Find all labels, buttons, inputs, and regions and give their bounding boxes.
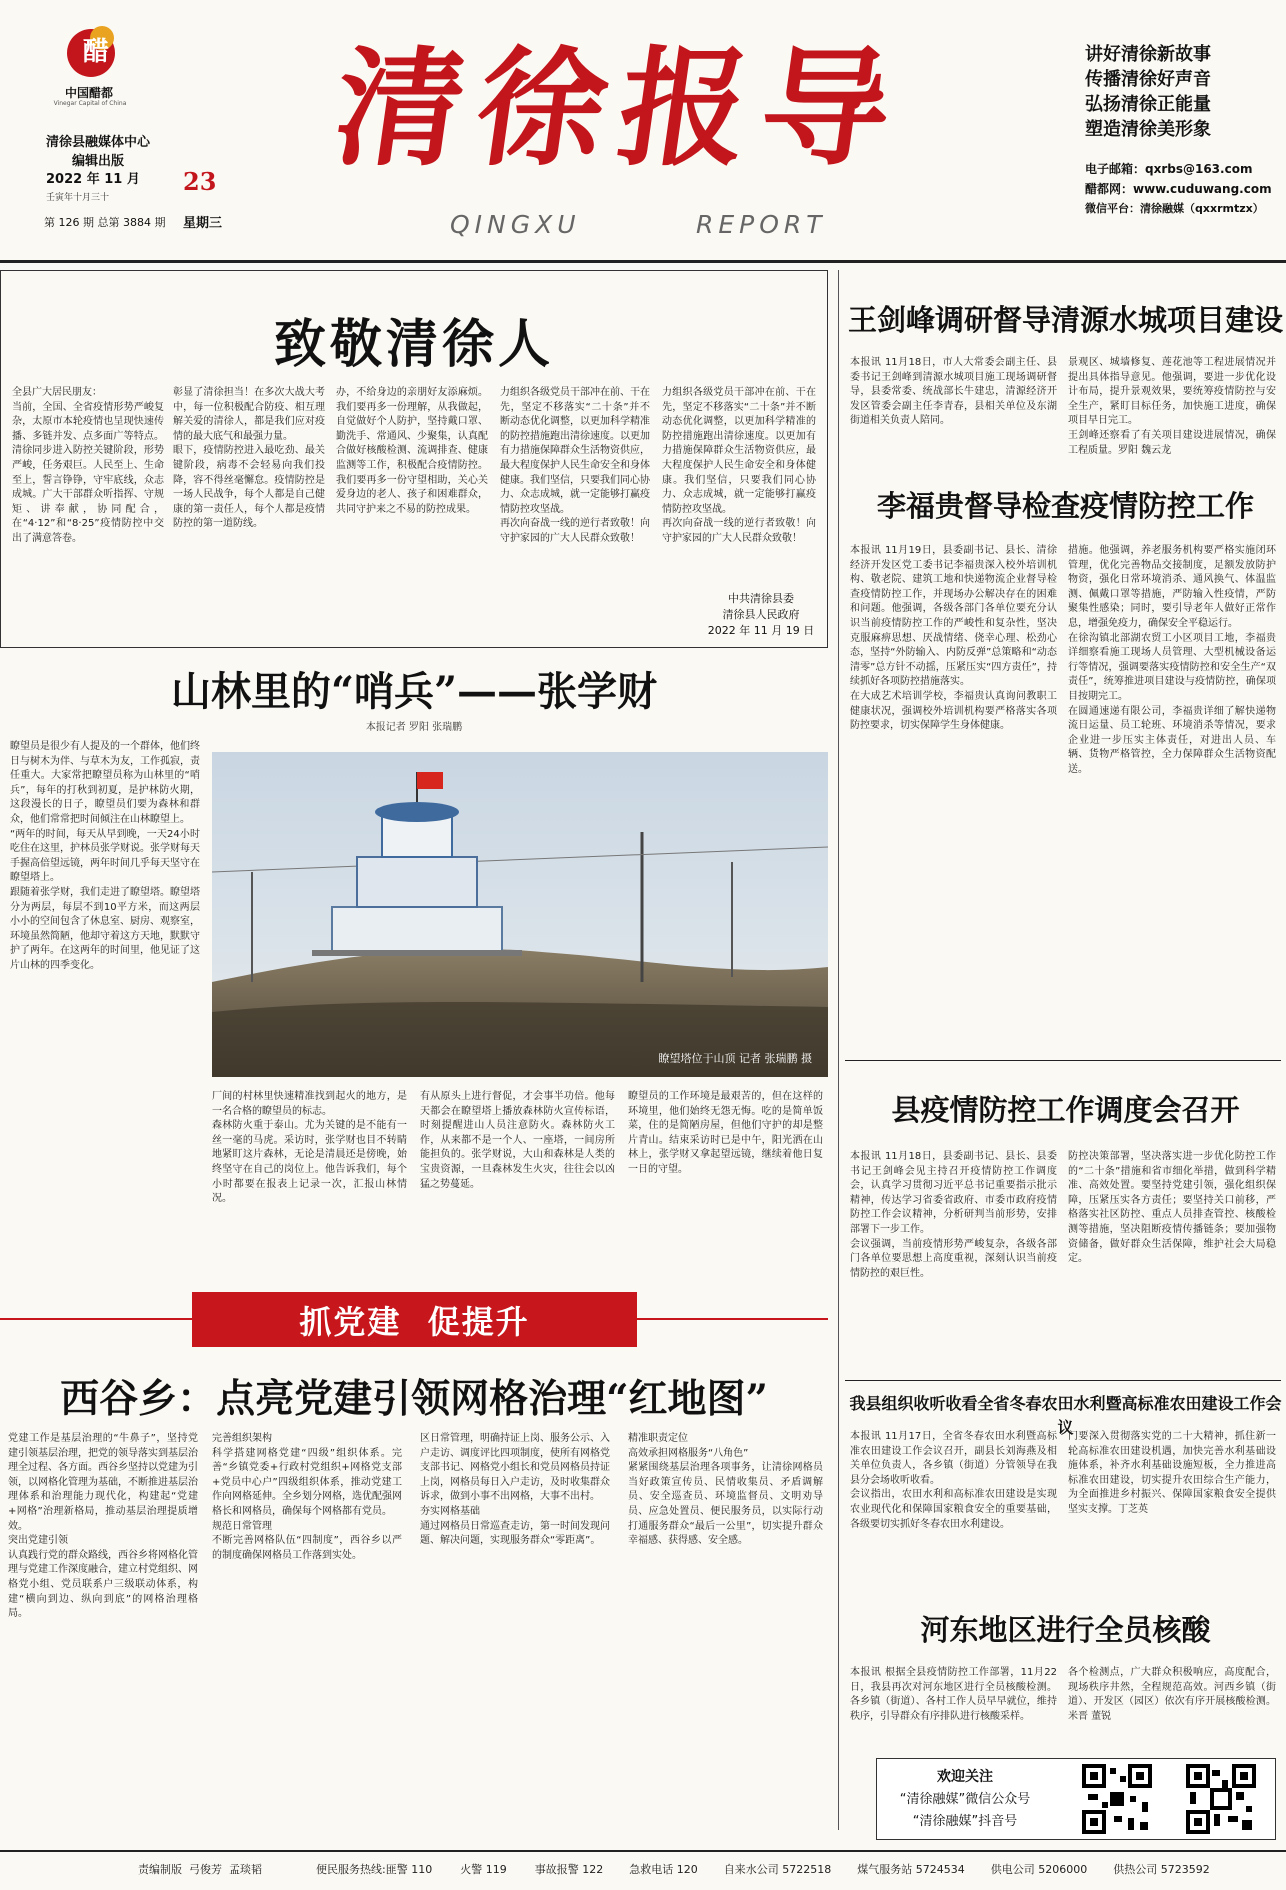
tribute-signature-date: 2022 年 11 月 19 日 [707, 624, 815, 637]
slogan-line: 弘扬清徐正能量 [1085, 94, 1211, 115]
wang-headline: 王剑峰调研督导清源水城项目建设 [847, 303, 1283, 337]
hedong-col-1: 本报讯 根据全县疫情防控工作部署，11月22日，我县再次对河东地区进行全员核酸检测。各乡镇（街道）、各村工作人员早早就位，维持秩序，引导群众有序排队进行核酸采样。 [850, 1667, 1057, 1722]
sentinel-col-b2: 有从原头上进行督促，才会事半功倍。他每天都会在瞭望塔上播放森林防火宣传标语，时刻提醒进山人员注意防火。森林防火工作，从来都不是一个人、一座塔，一间房所能担负的。张学财说，大山和森林是人类的宝贵资源，一旦森林发生火灾，往往会以凶猛之势蔓延。 [420, 1091, 615, 1190]
xigu-col-3: 区日常管理，明确持证上岗、服务公示、入户走访、调度评比四项制度，使所有网格党支部书记、网格党小组长和党员网格员持证上岗，网格员每日入户走访，及时收集群众诉求，做到小事不出网格，大事不出村。 夯实网格基础 通过网格员日常巡查走访，第一时间发现问题、解决问题，实现服务群众“零距离”。 [420, 1433, 610, 1547]
li-headline: 李福贵督导检查疫情防控工作 [876, 489, 1254, 523]
li-col-1: 本报讯 11月19日，县委副书记、县长、清徐经济开发区党工委书记李福贵深入校外培训机构、敬老院、建筑工地和快递物流企业督导检查疫情防控工作，并现场办公解决存在的困难和问题。他强调，各级各部门各单位要充分认识当前疫情防控工作的严峻性和复杂性，坚决克服麻痹思想、厌战情绪、侥幸心理、松劲心态，坚持“外防输入、内防反弹”总策略和“动态清零”总方针不动摇，压紧压实“四方责任”，持续抓好各项防控措施落实。 在大成艺术培训学校，李福贵认真询问教职工健康状况，强调校外培训机构要严格落实各项防控要求，切实保障学生身体健康。 [850, 545, 1057, 732]
slogan-line: 塑造清徐美形象 [1085, 119, 1211, 140]
watchtower-photo [212, 752, 828, 1077]
promo-title: 欢迎关注 [937, 1769, 993, 1785]
issue-day: 23 [183, 167, 217, 196]
sentinel-col-b1: 厂间的村林里快速精准找到起火的地方，是一名合格的瞭望员的标志。 森林防火重于泰山。尤为关键的是不能有一丝一毫的马虎。采访时，张学财也目不转睛地紧盯这片森林，无论是清晨还是傍晚，始终坚守在自己的岗位上。他告诉我们，每个小时都要在报表上记录一次，汇报山林情况。 [212, 1091, 407, 1205]
footer-hotline: 供热公司 5723592 [1113, 1863, 1210, 1876]
logo-label: 中国醋都 [64, 86, 113, 100]
tribute-col-4: 力组织各级党员干部冲在前、干在先，坚定不移落实“二十条”并不断动态优化调整，以更加科学精准的防控措施跑出清徐速度。以更加有力措施保障群众生活物资供应，最大程度保护人民生命安全和身体健康。我们坚信，只要我们同心协力、众志成城，就一定能够打赢疫情防控攻坚战。 再次向奋战一线的逆行者致敬！向守护家园的广大人民群众致敬！ [500, 387, 650, 544]
meeting-col-2: 防控决策部署，坚决落实进一步优化防控工作的“二十条”措施和省市细化举措，做到科学精准、高效处置。要坚持党建引领，强化组织保障，压紧压实各方责任；要坚持关口前移，严格落实社区防控、重点人员排查管控、核酸检测等措施，坚决阻断疫情传播链条；要加强物资储备，做好群众生活保障，维护社会大局稳定。 [1068, 1151, 1276, 1265]
footer-hotline: 急救电话 120 [629, 1863, 698, 1876]
issue-number: 第 126 期 总第 3884 期 [44, 216, 166, 229]
title-en-right: REPORT [696, 210, 827, 239]
footer-hotline: 火警 119 [460, 1863, 507, 1876]
contact-website: 醋都网：www.cuduwang.com [1085, 182, 1272, 196]
contact-wechat: 微信平台：清徐融媒（qxxrmtzx） [1085, 202, 1264, 215]
farm-rule [845, 1380, 1281, 1381]
title-en-left: QINGXU [450, 210, 581, 239]
slogan-line: 传播清徐好声音 [1085, 69, 1211, 90]
footer-rule [0, 1850, 1286, 1852]
footer-editor: 责编制版 弓俊芳 孟琰韬 [138, 1863, 262, 1876]
weekday: 星期三 [183, 216, 223, 231]
hedong-col-2: 各个检测点，广大群众积极响应，高度配合，现场秩序井然，全程规范高效。河西乡镇（街道）、开发区（园区）依次有序开展核酸检测。米晋 董锐 [1068, 1667, 1276, 1722]
tribute-col-3: 办，不给身边的亲朋好友添麻烦。我们要再多一份理解，从我做起，自觉做好个人防护，坚持戴口罩、勤洗手、常通风、少聚集，认真配合做好核酸检测、流调排查、健康监测等工作，积极配合疫情防控。我们要再多一份守望相助，关心关爱身边的老人、孩子和困难群众，共同守护来之不易的防控成果。 [336, 387, 488, 515]
footer-hotline: 供电公司 5206000 [990, 1863, 1088, 1876]
sentinel-headline: 山林里的“哨兵”——张学财 [170, 668, 657, 715]
party-banner-text: 抓党建 促提升 [299, 1302, 530, 1341]
footer-hotline: 煤气服务站 5724534 [857, 1863, 965, 1876]
sentinel-col-left: 瞭望员是很少有人提及的一个群体，他们终日与树木为伴、与草木为友，工作孤寂，责任重大。大家常把瞭望员称为山林里的“哨兵”，每年的打秋到初夏，是护林防火期，这段漫长的日子，瞭望员们要为森林和群众，他们常常把时间倾注在山林瞭望上。 “两年的时间，每天从早到晚，一天24小时吃住在这里，护林员张学财说。张学财每天手握高倍望远镜，两年时间几乎每天坚守在瞭望塔上。 跟随着张学财，我们走进了瞭望塔。瞭望塔分为两层，每层不到10平方米，而这两层小小的空间包含了休息室、厨房、观察室，环境虽然简陋，他却守着这方天地，默默守护了两年。在这两年的时间里，他见证了这片山林的四季变化。 [10, 741, 200, 971]
tribute-signature-2: 清徐县人民政府 [722, 608, 800, 621]
tribute-col-5: 力组织各级党员干部冲在前、干在先，坚定不移落实“二十条”并不断动态优化调整，以更加科学精准的防控措施跑出清徐速度。以更加有力措施保障群众生活物资供应，最大程度保护人民生命安全和身体健康。我们坚信，只要我们同心协力、众志成城，就一定能够打赢疫情防控攻坚战。 再次向奋战一线的逆行者致敬！向守护家园的广大人民群众致敬！ [662, 387, 816, 544]
qr-code-wechat[interactable] [1080, 1762, 1154, 1836]
contact-email: 电子邮箱：qxrbs@163.com [1085, 162, 1253, 176]
sentinel-byline: 本报记者 罗阳 张瑞鹏 [365, 722, 463, 733]
footer-hotline: 便民服务热线:匪警 110 [316, 1863, 433, 1876]
publisher-2: 编辑出版 [71, 154, 124, 169]
wang-col-2: 景观区、城墙修复、莲花池等工程进展情况并提出具体指导意见。他强调，要进一步优化设计布局，提升景观效果，要统筹疫情防控与安全生产，紧盯目标任务，加快施工进度，确保项目早日完工。 王剑峰还察看了有关项目建设进展情况，确保工程质量。罗阳 魏云龙 [1068, 357, 1276, 456]
qr-code-douyin[interactable] [1184, 1762, 1258, 1836]
logo-icon [62, 22, 120, 80]
footer-bar [0, 1856, 1286, 1882]
publisher: 清徐县融媒体中心 [45, 135, 150, 150]
xigu-col-1: 党建工作是基层治理的“牛鼻子”，坚持党建引领基层治理，把党的领导落实到基层治理全过程、各方面。西谷乡坚持以党建为引领，以网格化管理为基础，不断推进基层治理体系和治理能力现代化，构建起“党建+网格”治理新格局，推动基层治理提质增效。 突出党建引领 认真践行党的群众路线，西谷乡将网格化管理与党建工作深度融合，建立村党组织、网格党小组、党员联系户三级联动体系，构建“横向到边、纵向到底”的网格治理格局。 [8, 1433, 198, 1620]
tribute-col-2: 彰显了清徐担当！在多次大战大考中，每一位积极配合防疫、相互理解关爱的清徐人，都是我们应对疫情的最大底气和最强力量。 眼下，疫情防控进入最吃劲、最关键阶段，病毒不会轻易向我们投降，容不得丝毫懈怠。疫情防控是一场人民战争，每个人都是自己健康的第一责任人，每个人都是疫情防控的第一道防线。 [173, 387, 325, 530]
svg-text:醋: 醋 [82, 37, 110, 67]
lunar-date: 壬寅年十月三十 [46, 193, 110, 203]
farm-headline: 我县组织收听收看全省冬春农田水利暨高标准农田建设工作会议 [849, 1394, 1282, 1437]
farm-col-1: 本报讯 11月17日，全省冬春农田水利暨高标准农田建设工作会议召开，副县长刘海燕及相关单位负责人，各乡镇（街道）分管领导在我县分会场收听收看。 会议指出，农田水利和高标准农田建设是实现农业现代化和保障国家粮食安全的重要基础，各级要切实抓好冬春农田水利建设。 [850, 1431, 1057, 1530]
footer-hotline: 自来水公司 5722518 [723, 1863, 832, 1876]
farm-col-2: 门要深入贯彻落实党的二十大精神，抓住新一轮高标准农田建设机遇，加快完善水利基础设施体系，补齐水利基础设施短板，全力推进高标准农田建设，切实提升农田综合生产能力，为全面推进乡村振兴、保障国家粮食安全提供坚实支撑。丁芝英 [1068, 1431, 1276, 1515]
hedong-headline: 河东地区进行全员核酸 [920, 1613, 1211, 1647]
slogans [1085, 42, 1265, 142]
slogan-line: 讲好清徐新故事 [1085, 44, 1211, 65]
photo-caption: 瞭望塔位于山顶 记者 张瑞鹏 摄 [658, 1052, 812, 1065]
party-banner [192, 1292, 637, 1347]
tribute-signature-1: 中共清徐县委 [728, 592, 794, 605]
promo-line-2: “清徐融媒”抖音号 [912, 1814, 1018, 1829]
xigu-col-2: 完善组织架构 科学搭建网格党建“四级”组织体系。完善“乡镇党委+行政村党组织+网格党支部+党员中心户”四级组织体系，推动党建工作向网格延伸。全乡划分网格，选优配强网格长和网格员，确保每个网格都有党员。 规范日常管理 不断完善网格队伍“四制度”，西谷乡以严的制度确保网格员工作落到实处。 [212, 1433, 402, 1561]
tribute-headline: 致敬清徐人 [273, 314, 554, 375]
masthead-rule [0, 260, 1286, 263]
meeting-rule [845, 1060, 1281, 1061]
issue-date: 2022 年 11 月 [46, 172, 140, 187]
newspaper-title: 清徐报导 [325, 34, 915, 184]
xigu-headline: 西谷乡：点亮党建引领网格治理“红地图” [60, 1376, 768, 1422]
page-divider [838, 270, 839, 1830]
promo-line-1: “清徐融媒”微信公众号 [899, 1792, 1031, 1807]
li-col-2: 措施。他强调，养老服务机构要严格实施闭环管理，优化完善物品交接制度，足额发放防护物资，强化日常环境消杀、通风换气、体温监测、佩戴口罩等措施，严防输入性疫情，严防聚集性感染；同时，要引导老年人做好正常作息，增强免疫力，确保安全平稳运行。 在徐沟镇北部湖农贸工小区项目工地，李福贵详细察看施工现场人员管理、大型机械设备运行等情况，强调要落实疫情防控和安全生产“双责任”，统筹推进项目建设与疫情防控，确保项目按期完工。 在圆通速递有限公司，李福贵详细了解快递物流日运量、员工轮班、环境消杀等情况，要求企业进一步压实主体责任，对进出人员、车辆、货物严格管控，全力保障群众生活物资配送。 [1068, 545, 1276, 775]
logo-sub: Vinegar Capital of China [53, 100, 127, 107]
xigu-col-4: 精准职责定位 高效承担网格服务“八角色” 紧紧围绕基层治理各项事务，让清徐网格员当好政策宣传员、民情收集员、矛盾调解员、安全巡查员、环境监督员、文明劝导员、应急处置员、便民服务员，以实际行动打通服务群众“最后一公里”，切实提升群众幸福感、获得感、安全感。 [628, 1433, 823, 1547]
tribute-col-1: 全县广大居民朋友： 当前，全国、全省疫情形势严峻复杂，太原市本轮疫情也呈现快速传播、多链并发、点多面广等特点。清徐同步进入防控关键阶段，形势严峻，任务艰巨。人民至上、生命至上，誓言铮铮，守牢底线，众志成城。广大干部群众听指挥、守规矩、讲奉献，协同配合，在“4·12”和“8·25”疫情防控中交出了满意答卷。 [12, 387, 164, 544]
footer-hotline: 事故报警 122 [534, 1863, 604, 1876]
meeting-headline: 县疫情防控工作调度会召开 [891, 1093, 1240, 1127]
wang-col-1: 本报讯 11月18日，市人大常委会副主任、县委书记王剑峰到清源水城项目施工现场调研督导，县委常委、统战部长牛建忠，清源经济开发区管委会副主任李青春，县相关单位及东湖街道相关负责人陪同。 [850, 357, 1057, 427]
sentinel-col-b3: 瞭望员的工作环境是最艰苦的，但在这样的环境里，他们始终无怨无悔。吃的是简单饭菜，住的是简陋房屋，但他们守护的却是整片青山。结束采访时已是中午，阳光洒在山林上，张学财又拿起望远镜，继续着他日复一日的守望。 [628, 1091, 823, 1175]
meeting-col-1: 本报讯 11月18日，县委副书记、县长、县委书记王剑峰会见主持召开疫情防控工作调度会，认真学习贯彻习近平总书记重要指示批示精神，传达学习省委省政府、市委市政府疫情防控工作会议精神，分析研判当前形势，安排部署下一步工作。 会议强调，当前疫情形势严峻复杂，各级各部门各单位要思想上高度重视，深刻认识当前疫情防控的艰巨性。 [850, 1151, 1057, 1279]
